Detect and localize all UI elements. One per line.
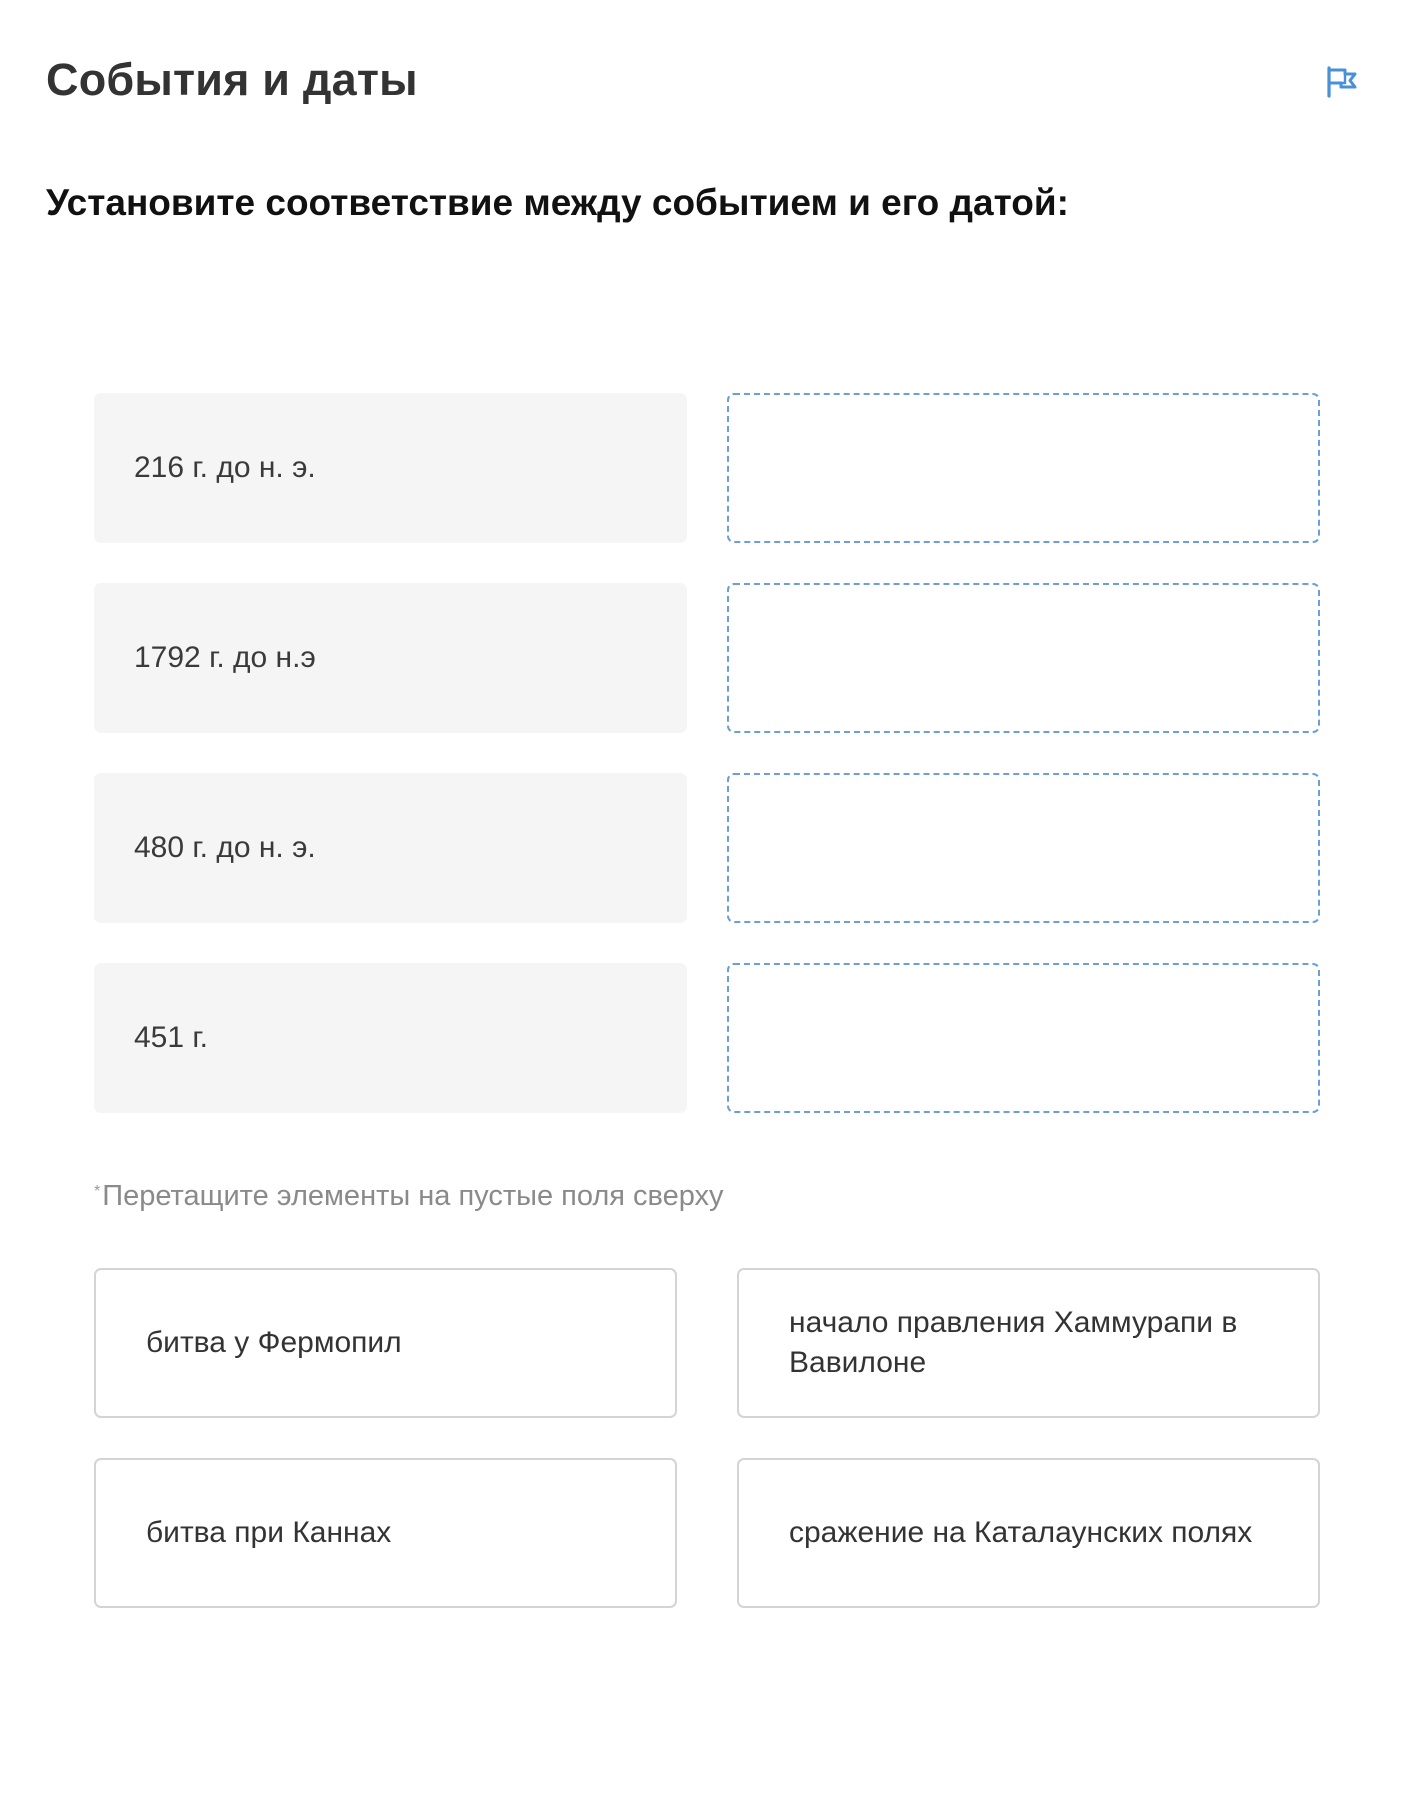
date-cell bbox=[94, 583, 687, 733]
draggable-option[interactable] bbox=[737, 1268, 1320, 1418]
hint-marker: * bbox=[94, 1183, 101, 1200]
page-title: События и даты bbox=[46, 54, 418, 105]
date-cell bbox=[94, 393, 687, 543]
draggable-option[interactable] bbox=[94, 1458, 677, 1608]
date-cell bbox=[94, 773, 687, 923]
date-label: 216 г. до н. э. bbox=[134, 451, 316, 484]
option-label: сражение на Каталаунских полях bbox=[789, 1516, 1253, 1550]
draggable-option[interactable] bbox=[94, 1268, 677, 1418]
question-text: Установите соответствие между событием и его датой: bbox=[46, 182, 1069, 223]
drop-zone[interactable] bbox=[727, 583, 1320, 733]
flag-button[interactable] bbox=[1322, 62, 1362, 102]
date-label: 480 г. до н. э. bbox=[134, 831, 316, 864]
date-label: 451 г. bbox=[134, 1021, 209, 1054]
option-label: битва при Каннах bbox=[146, 1516, 392, 1550]
draggable-option[interactable] bbox=[737, 1458, 1320, 1608]
option-label: битва у Фермопил bbox=[146, 1326, 402, 1360]
drop-zone[interactable] bbox=[727, 773, 1320, 923]
drop-zone[interactable] bbox=[727, 963, 1320, 1113]
hint-text: Перетащите элементы на пустые поля сверху bbox=[102, 1180, 724, 1212]
flag-icon bbox=[1325, 65, 1359, 99]
drag-hint bbox=[94, 1180, 724, 1213]
drop-zone[interactable] bbox=[727, 393, 1320, 543]
option-label: начало правления Хаммурапи в Вавилоне bbox=[789, 1306, 1238, 1379]
date-cell bbox=[94, 963, 687, 1113]
date-label: 1792 г. до н.э bbox=[134, 641, 316, 674]
